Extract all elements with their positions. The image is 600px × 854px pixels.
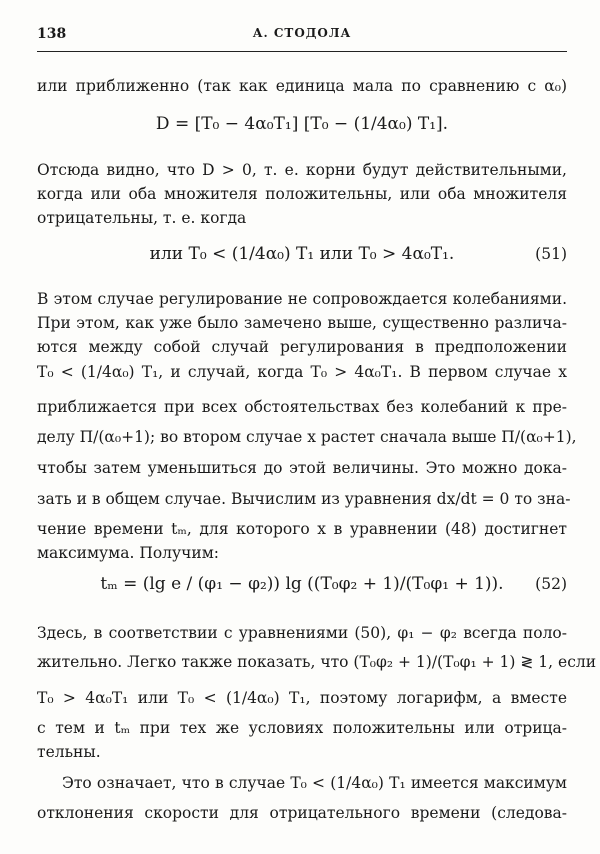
text-line-13: чение времени tₘ, для которого x в уравнении (48) достигнет — [37, 520, 567, 538]
running-title: А. СТОДОЛА — [252, 26, 352, 40]
equation-52 — [37, 573, 567, 595]
text-line-20: Это означает, что в случае T₀ < (1/4α₀) T₁ имеется максимум — [62, 774, 567, 792]
equation-51-body: или T₀ < (1/4α₀) T₁ или T₀ > 4α₀T₁. — [149, 244, 455, 264]
text-line-1: или приближенно (так как единица мала по сравнению с α₀) — [37, 77, 567, 95]
text-line-19: тельны. — [37, 743, 101, 761]
equation-51 — [37, 243, 567, 265]
text-line-14: максимума. Получим: — [37, 544, 219, 562]
page-header — [37, 26, 567, 44]
text-line-21: отклонения скорости для отрицательного времени (следова- — [37, 804, 567, 822]
text-line-8: T₀ < (1/4α₀) T₁, и случай, когда T₀ > 4α₀T₁. В первом случае x — [37, 363, 567, 381]
text-line-12: зать и в общем случае. Вычислим из уравнения dx/dt = 0 то зна- — [37, 490, 571, 508]
text-line-4: отрицательны, т. е. когда — [37, 209, 247, 227]
text-line-15: Здесь, в соответствии с уравнениями (50), φ₁ − φ₂ всегда поло- — [37, 624, 567, 642]
header-rule — [37, 51, 567, 52]
text-line-16: жительно. Легко также показать, что (T₀φ₂ + 1)/(T₀φ₁ + 1) ≷ 1, если — [37, 653, 597, 671]
page-number: 138 — [37, 26, 67, 42]
text-line-3: когда или оба множителя положительны, или оба множителя — [37, 185, 567, 203]
text-line-11: чтобы затем уменьшиться до этой величины. Это можно дока- — [37, 459, 567, 477]
text-line-2: Отсюда видно, что D > 0, т. е. корни будут действительными, — [37, 161, 567, 179]
text-line-5: В этом случае регулирование не сопровождается колебаниями. — [37, 290, 567, 308]
text-line-18: с тем и tₘ при тех же условиях положительны или отрица- — [37, 719, 567, 737]
text-line-7: ются между собой случай регулирования в предположении — [37, 338, 567, 356]
equation-51-number: (51) — [535, 245, 567, 263]
text-line-17: T₀ > 4α₀T₁ или T₀ < (1/4α₀) T₁, поэтому логарифм, а вместе — [37, 689, 567, 707]
text-line-10: делу Π/(α₀+1); во втором случае x растет сначала выше Π/(α₀+1), — [37, 428, 577, 446]
text-line-6: При этом, как уже было замечено выше, существенно различа- — [37, 314, 567, 332]
equation-52-body: tₘ = (lg e / (φ₁ − φ₂)) lg ((T₀φ₂ + 1)/(T₀φ₁ + 1)). — [100, 574, 504, 594]
equation-D: D = [T₀ − 4α₀T₁] [T₀ − (1/4α₀) T₁]. — [155, 114, 449, 134]
equation-52-number: (52) — [535, 575, 567, 593]
text-line-9: приближается при всех обстоятельствах без колебаний к пре- — [37, 398, 567, 416]
